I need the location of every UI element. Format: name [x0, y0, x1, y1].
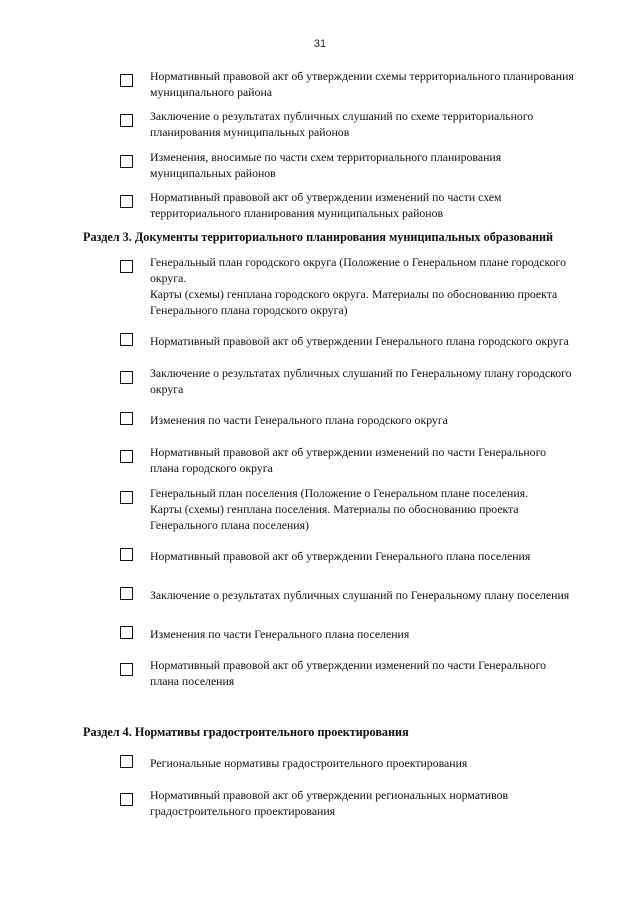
- item-text: Генеральный план поселения (Положение о Генеральном плане поселения. Карты (схемы) генплана поселения. Материалы по обоснованию проекта Генерального плана поселения): [150, 486, 529, 532]
- item-text: Изменения по части Генерального плана городского округа: [150, 413, 448, 427]
- item-text: Нормативный правовой акт об утверждении Генерального плана поселения: [150, 549, 531, 563]
- checkbox[interactable]: [120, 260, 133, 273]
- item-text: Генеральный план городского округа (Положение о Генеральном плане городского округа. Карты (схемы) генплана городского округа. Материалы по обоснованию проекта Генерального плана городского округа): [150, 255, 566, 317]
- checkbox[interactable]: [120, 333, 133, 346]
- item-text: Заключение о результатах публичных слушаний по Генеральному плану поселения: [150, 588, 570, 602]
- item-text: Изменения по части Генерального плана поселения: [150, 627, 410, 641]
- checkbox[interactable]: [120, 548, 133, 561]
- checkbox[interactable]: [120, 74, 133, 87]
- checkbox[interactable]: [120, 793, 133, 806]
- item-text: Заключение о результатах публичных слушаний по схеме территориального планирования муниципальных районов: [150, 109, 534, 139]
- checkbox[interactable]: [120, 663, 133, 676]
- item-text: Нормативный правовой акт об утверждении региональных нормативов градостроительного проектирования: [150, 788, 509, 818]
- page-number: 31: [313, 38, 327, 50]
- checkbox[interactable]: [120, 450, 133, 463]
- checkbox[interactable]: [120, 755, 133, 768]
- checkbox[interactable]: [120, 371, 133, 384]
- item-text: Изменения, вносимые по части схем территориального планирования муниципальных районов: [150, 150, 502, 180]
- checkbox[interactable]: [120, 155, 133, 168]
- section-4-heading: Раздел 4. Нормативы градостроительного проектирования: [83, 725, 409, 739]
- item-text: Нормативный правовой акт об утверждении изменений по части Генерального плана городского округа: [150, 445, 547, 475]
- checkbox[interactable]: [120, 491, 133, 504]
- item-text: Нормативный правовой акт об утверждении изменений по части схем территориального планирования муниципальных районов: [150, 190, 502, 220]
- item-text: Нормативный правовой акт об утверждении изменений по части Генерального плана поселения: [150, 658, 547, 688]
- checkbox[interactable]: [120, 195, 133, 208]
- section-3-heading: Раздел 3. Документы территориального планирования муниципальных образований: [83, 230, 554, 244]
- checkbox[interactable]: [120, 626, 133, 639]
- item-text: Заключение о результатах публичных слушаний по Генеральному плану городского округа: [150, 366, 572, 396]
- item-text: Нормативный правовой акт об утверждении Генерального плана городского округа: [150, 334, 569, 348]
- checkbox[interactable]: [120, 587, 133, 600]
- checkbox[interactable]: [120, 114, 133, 127]
- item-text: Нормативный правовой акт об утверждении схемы территориального планирования муниципального района: [150, 69, 574, 99]
- checkbox[interactable]: [120, 412, 133, 425]
- item-text: Региональные нормативы градостроительного проектирования: [150, 756, 468, 770]
